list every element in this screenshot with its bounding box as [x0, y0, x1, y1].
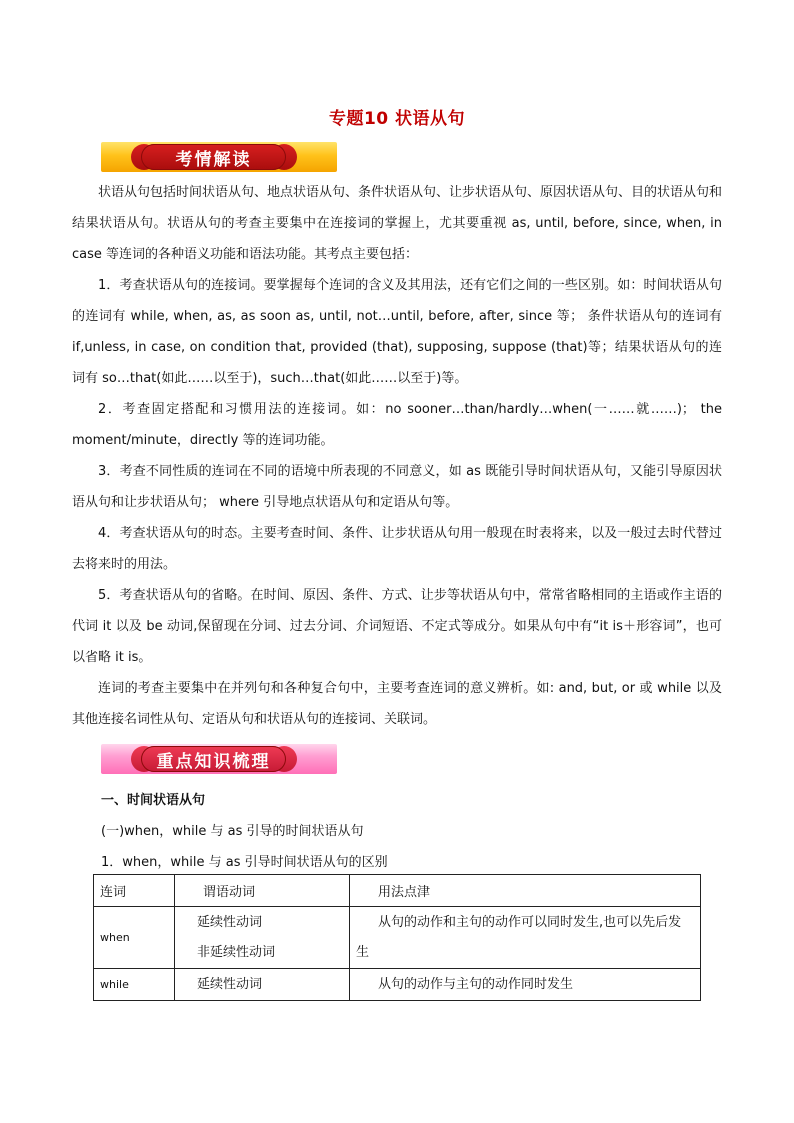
table-header-row: [94, 875, 701, 907]
cell-usage: 从句的动作与主句的动作同时发生: [350, 969, 701, 1001]
paragraph-point-5: 5．考查状语从句的省略。在时间、原因、条件、方式、让步等状语从句中，常常省略相同的主语或作主语的代词 it 以及 be 动词,保留现在分词、过去分词、介词短语、不定式等成分。如果从句中有“it is＋形容词”，也可以省略 it is。: [72, 588, 722, 665]
paragraph-conjunctions: 连词的考查主要集中在并列句和各种复合句中，主要考查连词的意义辨析。如: and, but, or 或 while 以及其他连接名词性从句、定语从句和状语从句的连接词、关联词。: [72, 681, 722, 727]
verb-item: 延续性动词: [197, 914, 263, 930]
key-knowledge-banner: [101, 744, 337, 774]
paragraph-point-4: 4．考查状语从句的时态。主要考查时间、条件、让步状语从句用一般现在时表将来，以及一般过去时代替过去将来时的用法。: [72, 526, 722, 572]
header-usage: 用法点津: [350, 875, 701, 907]
table-row: [94, 907, 701, 969]
conjunction-table: [93, 874, 701, 1001]
paragraph-point-2: 2．考查固定搭配和习惯用法的连接词。如：no sooner…than/hardly…when(一……就……)； the moment/minute，directly 等的连词功能。: [72, 402, 722, 448]
exam-analysis-label: 考情解读: [141, 144, 286, 170]
exam-analysis-banner: [101, 142, 337, 172]
page-title: 专题10 状语从句: [328, 109, 466, 129]
table-caption: 1．when，while 与 as 引导时间状语从句的区别: [101, 855, 388, 870]
header-conj: 连词: [94, 875, 175, 907]
cell-usage: 从句的动作和主句的动作可以同时发生,也可以先后发生: [350, 907, 701, 969]
table-row: [94, 969, 701, 1001]
paragraph-intro: 状语从句包括时间状语从句、地点状语从句、条件状语从句、让步状语从句、原因状语从句、目的状语从句和结果状语从句。状语从句的考查主要集中在连接词的掌握上，尤其要重视 as, until, before, since, when, in case 等连词的各种语义功能和语法功能。其考点主要包括：: [72, 185, 723, 262]
paragraph-point-3: 3．考查不同性质的连词在不同的语境中所表现的不同意义，如 as 既能引导时间状语从句，又能引导原因状语从句和让步状语从句； where 引导地点状语从句和定语从句等。: [72, 464, 722, 510]
key-knowledge-label: 重点知识梳理: [141, 746, 286, 772]
verb-item: 非延续性动词: [197, 944, 276, 960]
cell-conj: when: [94, 907, 175, 969]
cell-verbs: [175, 907, 350, 969]
cell-verbs: [175, 969, 350, 1001]
paragraph-point-1: 1．考查状语从句的连接词。要掌握每个连词的含义及其用法，还有它们之间的一些区别。如：时间状语从句的连词有 while, when, as, as soon as, until, not…until, before, after, since 等； 条件状语从句的连词有 if,unless, in case, on condition that, provided (that), supposing, suppose (that)等；结果状语从句的连词有 so…that(如此……以至于)，such…that(如此……以至于)等。: [72, 278, 722, 386]
header-verbs: 谓语动词: [175, 875, 350, 907]
subsection-heading: (一)when，while 与 as 引导的时间状语从句: [101, 824, 364, 839]
cell-conj: while: [94, 969, 175, 1001]
analysis-text: [72, 177, 722, 735]
verb-item: 延续性动词: [197, 976, 263, 992]
section-heading: 一、时间状语从句: [101, 793, 206, 808]
